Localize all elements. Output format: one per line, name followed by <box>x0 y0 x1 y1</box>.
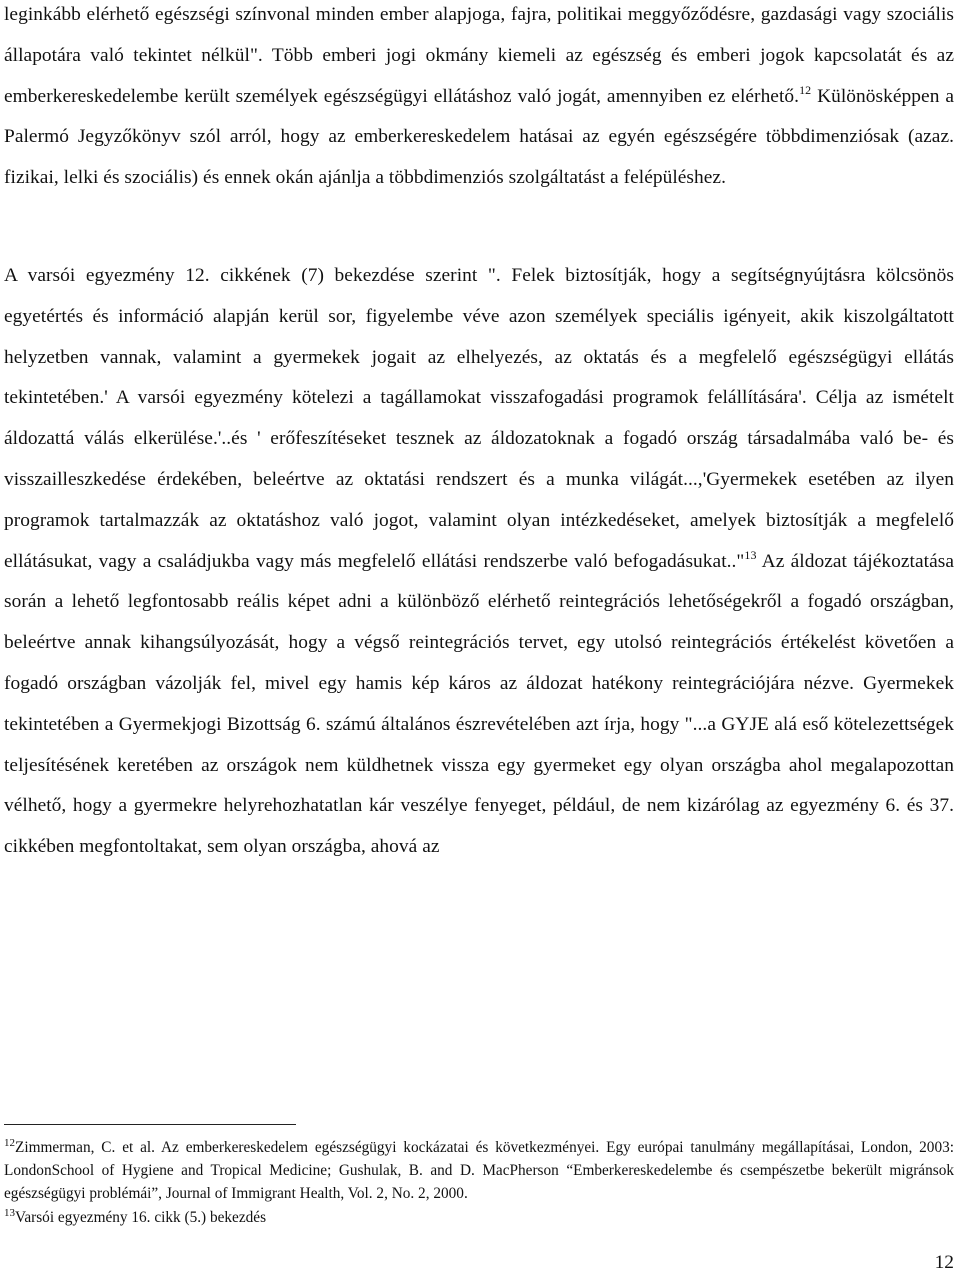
footnote-separator <box>4 1124 296 1125</box>
page-number: 12 <box>934 1252 954 1273</box>
footnote-number: 12 <box>4 1137 15 1149</box>
paragraph-text: leginkább elérhető egészségi színvonal minden ember alapjoga, fajra, politikai meggyőződésre, gazdasági vagy szociális állapotára való tekintet nélkül". Több emberi jogi okmány kiemeli az egészség és emberi jogok kapcsolatát és az emberkereskedelembe került személyek egészségügyi ellátáshoz való jogát, amennyiben ez elérhető. <box>4 4 954 107</box>
paragraph-text: Különösképpen a Palermó Jegyzőkönyv szól arról, hogy az emberkereskedelem hatásai az egyén egészségére többdimenziósak (azaz. fizikai, lelki és szociális) és ennek okán ajánlja a többdimenziós szolgáltatást a felépüléshez. <box>4 85 954 189</box>
footnotes-section <box>4 1136 954 1229</box>
footnote-reference[interactable]: 13 <box>744 547 757 562</box>
footnote <box>4 1136 954 1206</box>
footnote-text: Varsói egyezmény 16. cikk (5.) bekezdés <box>15 1208 267 1226</box>
body-paragraph <box>4 256 954 868</box>
footnote-text: Zimmerman, C. et al. Az emberkereskedelem egészségügyi kockázatai és következményei. Egy európai tanulmány megállapításai, London, 2003: LondonSchool of Hygiene and Tropical Medicine; Gushulak, B. and D. MacPherson “Emberkereskedelembe és csempészetbe bekerült migránsok egészségügyi problémái”, Journal of Immigrant Health, Vol. 2, No. 2, 2000. <box>4 1139 954 1203</box>
paragraph-text: Az áldozat tájékoztatása során a lehető legfontosabb reális képet adni a különböző elérhető reintegrációs lehetőségekről a fogadó országban, beleértve annak kihangsúlyozását, hogy a végső reintegrációs tervet, egy utolsó reintegrációs értékelést követően a fogadó országban vázolják fel, mivel egy hamis kép káros az áldozat hatékony reintegrációjára nézve. Gyermekek tekintetében a Gyermekjogi Bizottság 6. számú általános észrevételében azt írja, hogy "...a GYJE alá eső kötelezettségek teljesítésének keretében az országok nem küldhetnek vissza egy gyermeket egy olyan országba ahol megalapozottan vélhető, hogy a gyermekre helyrehozhatatlan kár veszélye fenyeget, például, de nem kizárólag az egyezmény 6. és 37. cikkében megfontoltakat, sem olyan országba, ahová az <box>4 550 954 858</box>
paragraph-text: A varsói egyezmény 12. cikkének (7) bekezdése szerint ". Felek biztosítják, hogy a segítségnyújtásra kölcsönös egyetértés és információ alapján kerül sor, figyelembe véve azon személyek speciális igényeit, akik kiszolgáltatott helyzetben vannak, valamint a gyermekek jogait az elhelyezés, az oktatás és a megfelelő egészségügyi ellátás tekintetében.' A varsói egyezmény kötelezi a tagállamokat visszafogadási programok felállítására'. Célja az ismételt áldozattá válás elkerülése.'..és ' erőfeszítéseket tesznek az áldozatoknak a fogadó ország társadalmába való be- és visszailleszkedése érdekében, beleértve az oktatási rendszert és a munka világát...,'Gyermekek esetében az ilyen programok tartalmazzák az oktatáshoz való jogot, valamint olyan intézkedéseket, amelyek biztosítják a megfelelő ellátásukat, vagy a családjukba vagy más megfelelő ellátási rendszerbe való befogadásukat.." <box>4 265 954 572</box>
footnote-number: 13 <box>4 1206 15 1219</box>
footnote-reference[interactable]: 12 <box>799 82 812 97</box>
footnote <box>4 1206 954 1229</box>
body-paragraph <box>4 0 954 199</box>
